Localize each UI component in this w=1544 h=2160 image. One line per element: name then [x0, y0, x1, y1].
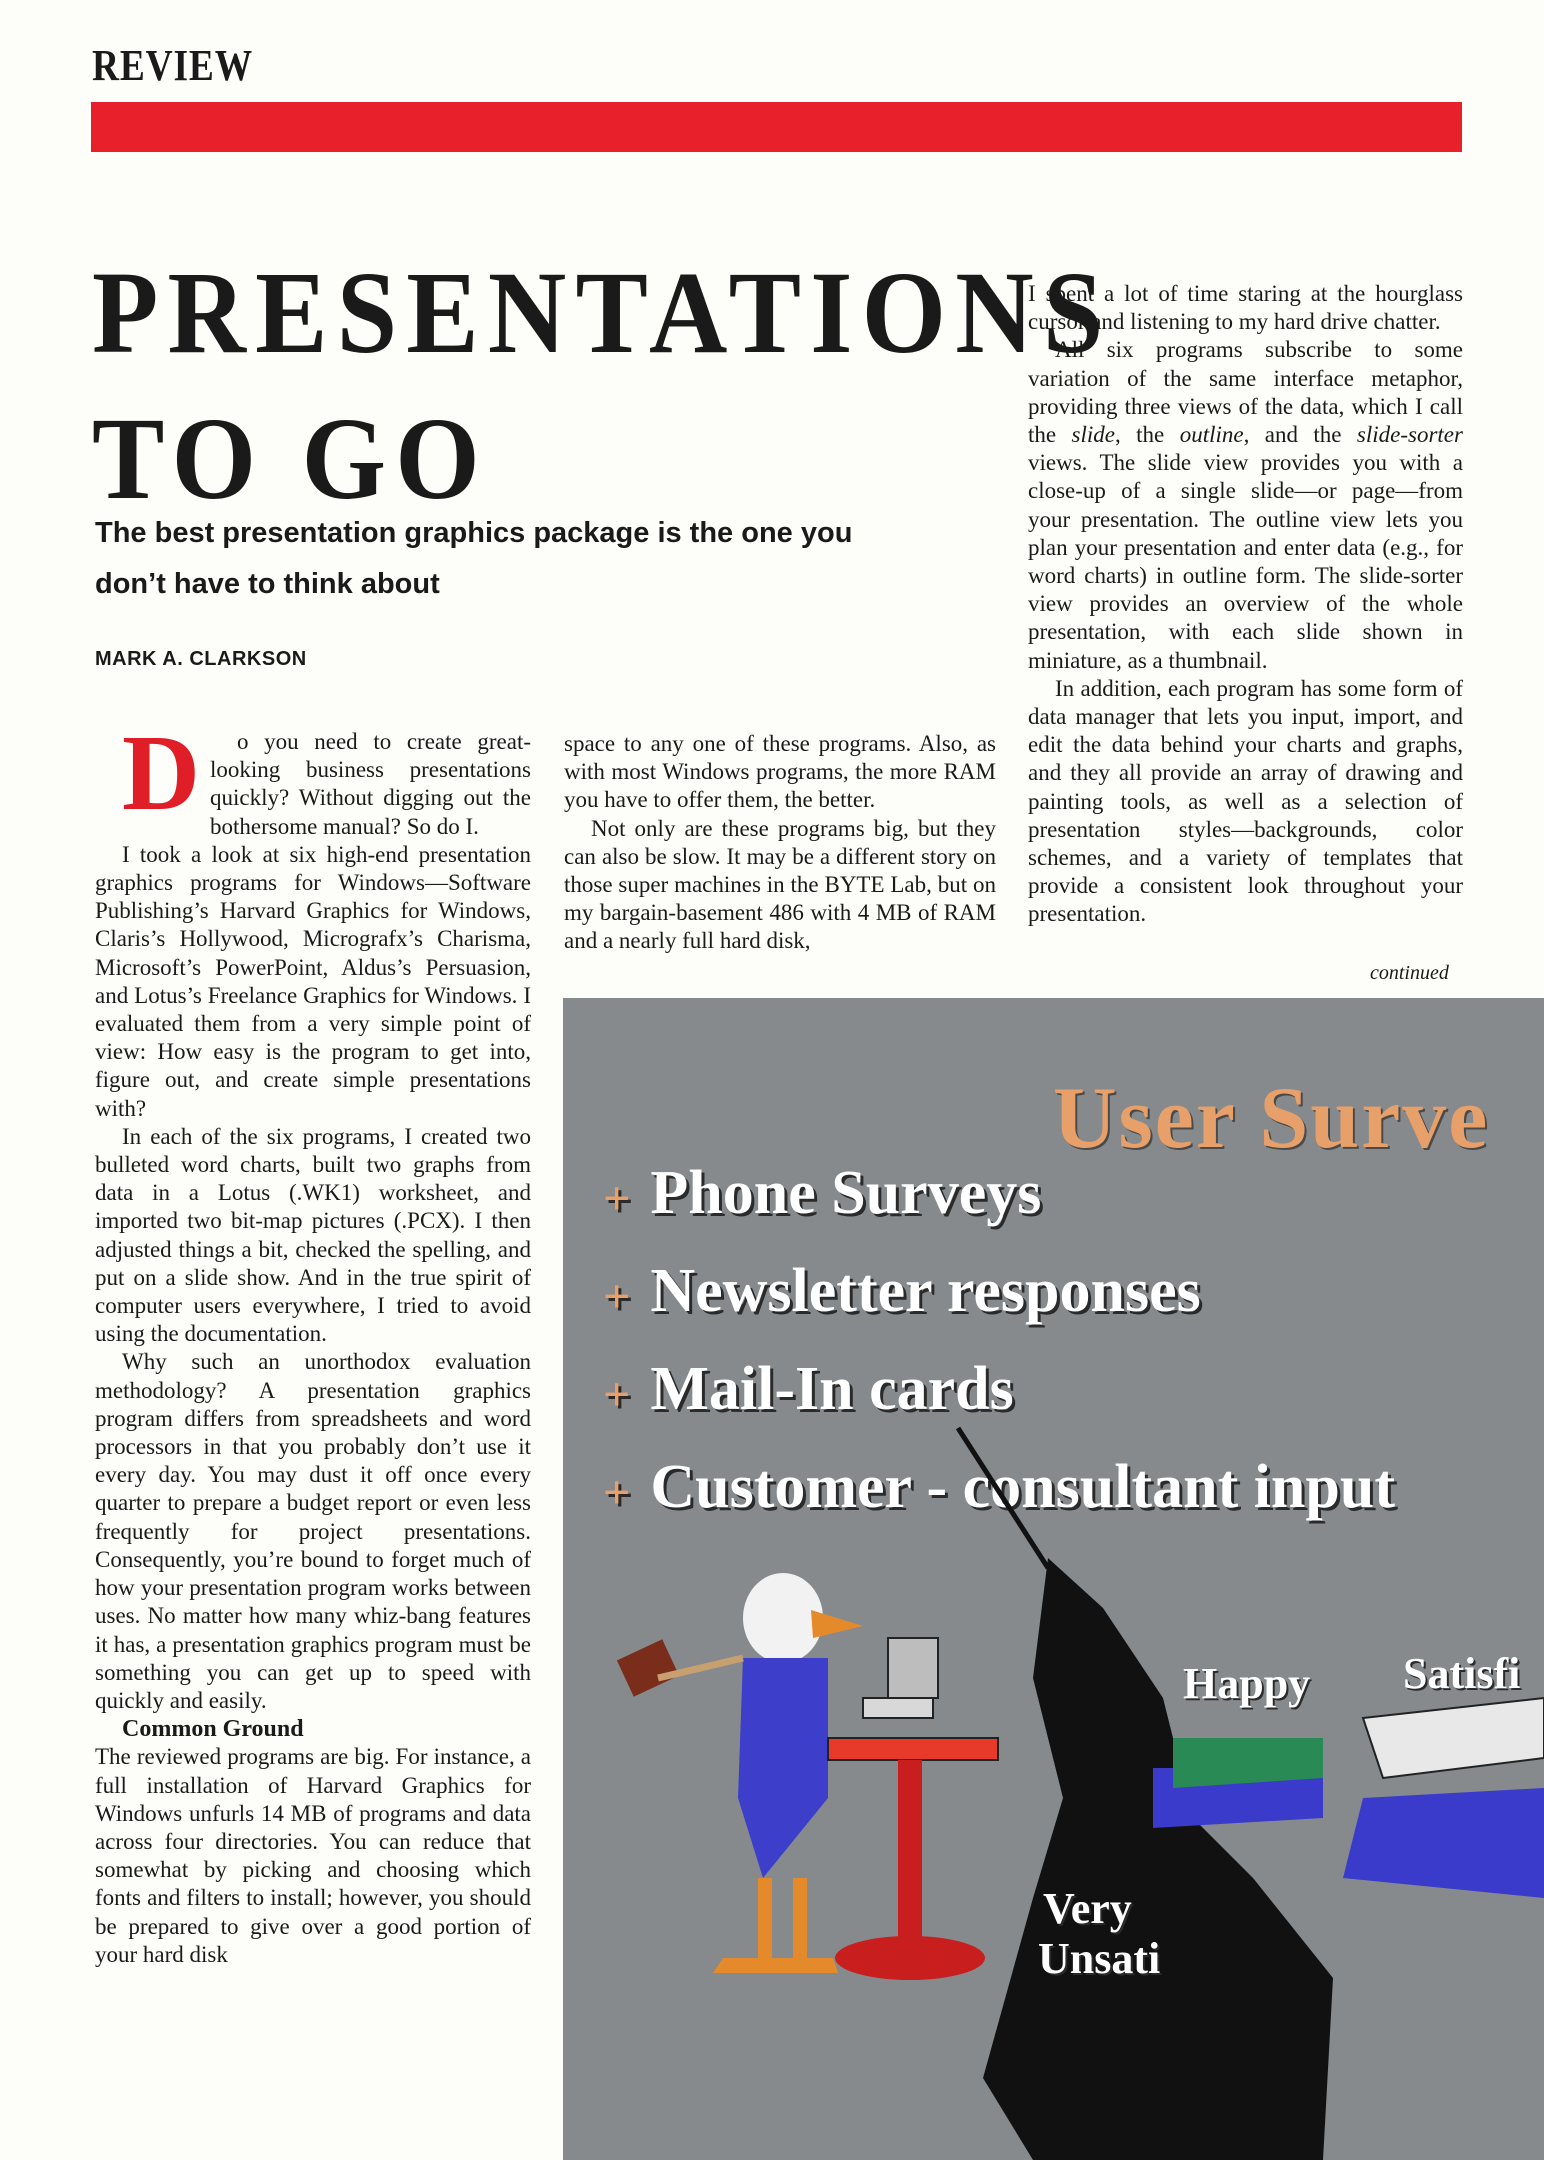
article-title	[92, 240, 1112, 532]
chart-label-unsatisfied: Unsati	[1038, 1934, 1161, 1983]
slide-title: User Surve	[1053, 1070, 1490, 1167]
paragraph: The reviewed programs are big. For instance, a full installation of Harvard Graphics for Windows unfurls 14 MB of programs and data across four directories. You can reduce that somewhat by picking and choosing which fonts and filters to install; however, you should be prepared to give over a good portion of your hard disk	[95, 1744, 531, 1967]
paragraph: Why such an unorthodox evaluation methodology? A presentation graphics program differs from spreadsheets and word processors in that you probably don’t use it every day. You may dust it off once every quarter to prepare a budget report or even less frequently for project presentations. Consequently, you’re bound to forget much of how your presentation program works between uses. No matter how many whiz-bang features it has, a presentation graphics program must be something you can get up to speed with quickly and easily.	[95, 1349, 531, 1713]
slide-bullet: + Newsletter responses	[603, 1257, 1201, 1325]
text-column-3	[1028, 280, 1463, 929]
pointer-stick	[958, 1428, 1048, 1568]
chart-label-happy: Happy	[1183, 1659, 1311, 1708]
presentation-screenshot	[563, 998, 1544, 2160]
article-subtitle: The best presentation graphics package is the one you don’t have to think about	[95, 517, 853, 600]
slide-illustration	[563, 998, 1544, 2160]
drop-cap: D	[122, 714, 200, 833]
slide-bullet: + Mail-In cards	[603, 1355, 1014, 1423]
paragraph: In each of the six programs, I created two bulleted word charts, built two graphs from data in a Lotus (.WK1) worksheet, and imported two bit-map pictures (.PCX). I then adjusted things a bit, checked the spelling, and put on a slide show. And in the true spirit of computer users everywhere, I tried to avoid using the documentation.	[95, 1123, 531, 1347]
subhead-common-ground: Common Ground	[122, 1716, 304, 1743]
paragraph: D o you need to create great-looking business presentations quickly? Without digging out the bothersome manual? So do I.	[95, 728, 531, 841]
text-column-1	[95, 714, 531, 1969]
paragraph: I took a look at six high-end presentation graphics programs for Windows—Software Publishing’s Harvard Graphics for Windows, Claris’s Hollywood, Micrografx’s Charisma, Microsoft’s PowerPoint, Aldus’s Persuasion, and Lotus’s Freelance Graphics for Windows. I evaluated them from a very simple point of view: How easy is the program to get into, figure out, and create simple presentations with?	[95, 841, 531, 1121]
chart-label-satisfied: Satisfi	[1403, 1649, 1521, 1698]
paragraph: In addition, each program has some form of data manager that lets you input, import, and edit the data behind your charts and graphs, and they all provide an array of drawing and painting tools, as well as a selection of presentation styles—backgrounds, color schemes, and a variety of templates that provide a consistent look throughout your presentation.	[1028, 675, 1463, 927]
continued-label: continued	[1370, 962, 1449, 984]
paragraph: Not only are these programs big, but they can also be slow. It may be a different story on those super machines in the BYTE Lab, but on my bargain-basement 486 with 4 MB of RAM and a nearly full hard disk,	[564, 815, 996, 954]
title-line-2: TO GO	[92, 393, 489, 524]
paragraph: space to any one of these programs. Also, as with most Windows programs, the more RAM you have to offer them, the better.	[564, 731, 996, 813]
computer-on-table	[828, 1638, 998, 1980]
paragraph: I spent a lot of time staring at the hourglass cursor and listening to my hard drive chatter.	[1028, 281, 1463, 335]
section-red-bar	[91, 102, 1462, 152]
text-column-2	[564, 730, 996, 956]
presenter-silhouette	[983, 1558, 1333, 2160]
slide-bullet: + Customer - consultant input	[603, 1453, 1396, 1521]
slide-bullet: + Phone Surveys	[603, 1159, 1042, 1227]
author-byline: MARK A. CLARKSON	[95, 648, 307, 670]
chart-label-very: Very	[1043, 1884, 1132, 1933]
duck-cartoon	[617, 1573, 863, 1973]
paragraph: All six programs subscribe to some variation of the same interface metaphor, providing three views of the data, which I call the slide, the outline, and the slide-sorter views. The slide view provides you with a close-up of a single slide—or page—from your presentation. The outline view lets you plan your presentation and enter data (e.g., for word charts) in outline form. The slide-sorter view provides an overview of the whole presentation, with each slide shown in miniature, as a thumbnail.	[1028, 337, 1463, 673]
title-line-1: PRESENTATIONS	[92, 247, 1113, 378]
section-label: REVIEW	[92, 41, 253, 90]
